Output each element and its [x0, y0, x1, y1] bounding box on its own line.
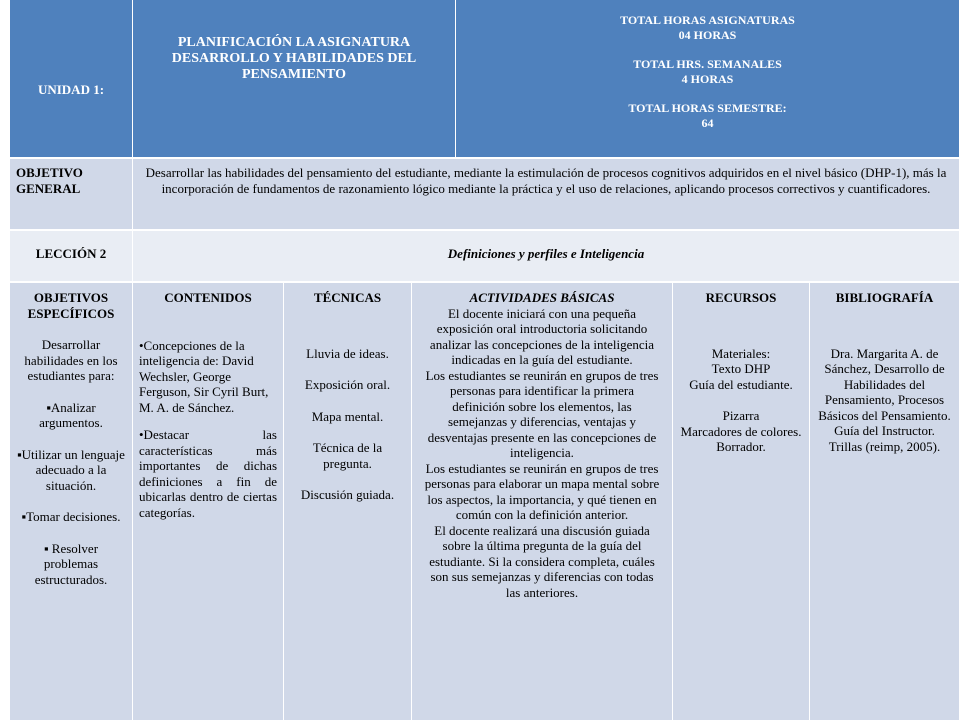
bibliografia-text: Dra. Margarita A. de Sánchez, Desarrollo de Habilidades del Pensamiento, Procesos Básicos del Pensamiento. Guía del Instructor. Trillas (reimp, 2005).: [818, 345, 951, 454]
planificacion-title: PLANIFICACIÓN LA ASIGNATURA DESARROLLO Y HABILIDADES DEL PENSAMIENTO: [171, 35, 417, 82]
recursos-item: Texto DHP: [711, 361, 771, 376]
recursos-item: [679, 392, 803, 408]
actividades-paragraph: Los estudiantes se reunirán en grupos de tres personas para identificar la primera definición sobre los elementos, las semejanzas y diferencias, ventajas y desventajas presente en las concepciones de inteligencia.: [425, 367, 659, 460]
objetivos-item: ▪Tomar decisiones.: [21, 509, 121, 524]
tecnicas-column: [284, 283, 411, 720]
planificacion-cell: [133, 0, 455, 157]
objetivo-general-label-cell: [10, 159, 132, 229]
total-hrs-semanales-label: TOTAL HRS. SEMANALES: [633, 57, 782, 71]
tecnicas-item: Lluvia de ideas.: [306, 345, 389, 361]
objetivos-intro: Desarrollar habilidades en los estudiantes para:: [24, 337, 118, 383]
tecnicas-item: Técnica de la pregunta.: [312, 440, 383, 471]
objetivo-general-text: Desarrollar las habilidades del pensamiento del estudiante, mediante la estimulación de procesos cognitivos adquiridos en el nivel básico (DHP-1), más la incorporación de fundamentos de razonamiento lógico mediante la práctica y el uso de relaciones, aplicando procesos correctivos y cuantificadores.: [145, 165, 947, 196]
total-horas-semestre-value: 64: [701, 116, 714, 130]
contenidos-title: CONTENIDOS: [164, 290, 252, 305]
actividades-paragraph: Los estudiantes se reunirán en grupos de tres personas para elaborar un mapa mental sobre los aspectos, la importancia, y qué tienen en común con la definición anterior.: [424, 460, 660, 522]
planning-table: [10, 0, 959, 720]
recursos-item: Pizarra: [722, 408, 760, 423]
recursos-item: Borrador.: [716, 439, 766, 454]
actividades-paragraph: El docente realizará una discusión guiada sobre la última pregunta de la guía del estudiante. Si la considera completa, cuáles son sus semejanzas y diferencias con todas las anteriores.: [429, 522, 655, 600]
total-horas-semestre-label: TOTAL HORAS SEMESTRE:: [628, 101, 787, 115]
contenidos-item: •Destacar las características más importantes de dichas definiciones a fin de ubicarlas dentro de ciertas categorías.: [139, 427, 277, 520]
objetivos-title: OBJETIVOS ESPECÍFICOS: [27, 290, 115, 321]
objetivos-item: ▪Analizar argumentos.: [39, 399, 103, 430]
actividades-paragraph: El docente iniciará con una pequeña exposición oral introductoria solicitando analizar las concepciones de la inteligencia indicadas en la guía del estudiante.: [429, 305, 655, 367]
recursos-item: Materiales:: [711, 345, 771, 361]
totales-cell: [456, 0, 959, 157]
recursos-title: RECURSOS: [705, 290, 777, 305]
leccion-label: LECCIÓN 2: [35, 246, 107, 261]
bibliografia-title: BIBLIOGRAFÍA: [835, 290, 934, 305]
tecnicas-item: Exposición oral.: [304, 377, 391, 392]
unidad-cell: [10, 0, 132, 157]
actividades-column: [412, 283, 672, 720]
contenidos-item: •Concepciones de la inteligencia de: David Wechsler, George Ferguson, Sir Cyril Burt, M. A. de Sánchez.: [139, 337, 269, 415]
total-hrs-semanales-value: 4 HORAS: [681, 72, 734, 86]
leccion-label-cell: [10, 231, 132, 281]
tecnicas-title: TÉCNICAS: [313, 290, 382, 305]
objetivos-column: [10, 283, 132, 720]
objetivo-general-label: OBJETIVO GENERAL: [16, 165, 83, 196]
objetivo-general-text-cell: [133, 159, 959, 229]
total-horas-asignaturas-label: TOTAL HORAS ASIGNATURAS: [620, 13, 795, 27]
leccion-title: Definiciones y perfiles e Inteligencia: [447, 246, 645, 261]
recursos-item: Guía del estudiante.: [689, 376, 793, 392]
bibliografia-column: [810, 283, 959, 720]
actividades-title: ACTIVIDADES BÁSICAS: [469, 290, 615, 305]
total-horas-asignaturas-value: 04 HORAS: [678, 28, 737, 42]
leccion-title-cell: [133, 231, 959, 281]
tecnicas-item: Mapa mental.: [311, 408, 384, 424]
unidad-label: UNIDAD 1:: [37, 81, 105, 97]
recursos-item: Marcadores de colores.: [680, 423, 802, 439]
objetivos-item: ▪ Resolver problemas estructurados.: [34, 540, 108, 587]
objetivos-item: ▪Utilizar un lenguaje adecuado a la situación.: [17, 446, 125, 493]
tecnicas-item: Discusión guiada.: [300, 487, 395, 502]
recursos-column: [673, 283, 809, 720]
contenidos-column: [133, 283, 283, 720]
